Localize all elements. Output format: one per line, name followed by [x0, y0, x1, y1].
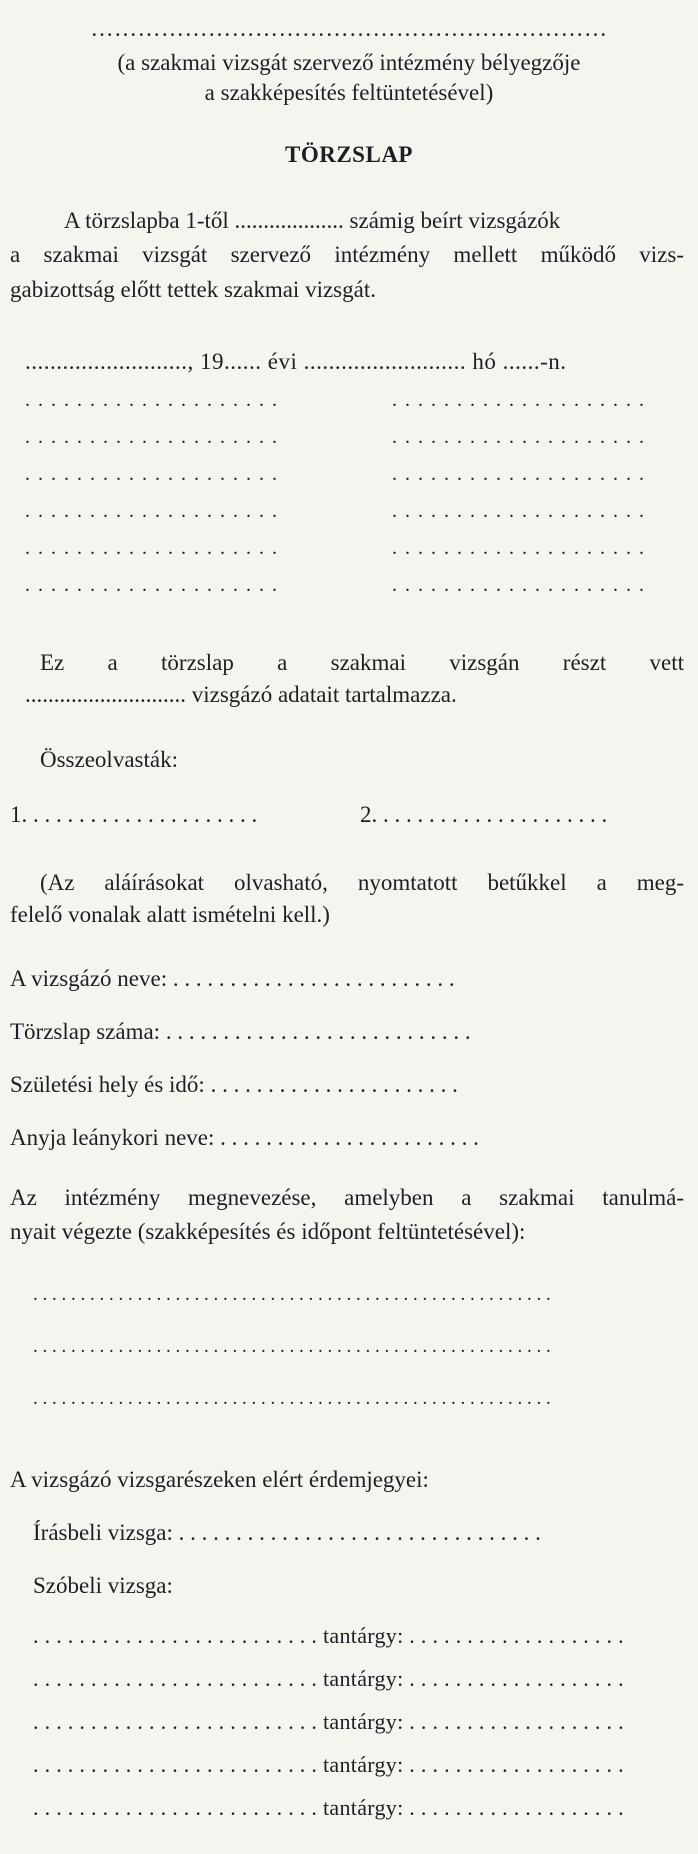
intro-line-3: gabizottság előtt tettek szakmai vizsgát. [10, 277, 376, 302]
field-mother-name: Anyja leánykori neve: . . . . . . . . . . . . . . . . . . . . . . . [10, 1125, 479, 1150]
note-line-2: felelő vonalak alatt ismételni kell.) [10, 902, 330, 927]
stamp-line: ………………………………………………………… [90, 16, 608, 41]
institution-dots-1: . . . . . . . . . . . . . . . . . . . . . . . . . . . . . . . . . . . . . . . . . . . . . . . . . . . . . . . [33, 1284, 551, 1305]
signature-line: . . . . . . . . . . . . . . . . . . . . [392, 426, 646, 448]
signature-line: . . . . . . . . . . . . . . . . . . . . [392, 574, 646, 596]
institution-line-2: nyait végezte (szakképesítés és időpont feltüntetésével): [10, 1219, 526, 1244]
signature-line: . . . . . . . . . . . . . . . . . . . . [25, 426, 279, 448]
date-line: .........................., 19...... évi .......................... hó ......-n. [25, 349, 567, 374]
oral-exam-label: Szóbeli vizsga: [33, 1573, 173, 1598]
subject-line: . . . . . . . . . . . . . . . . . . . . . . . . . tantárgy: . . . . . . . . . . . . . . . . . . . [33, 1795, 624, 1820]
checked-label: Összeolvasták: [40, 747, 178, 772]
stamp-caption-2: a szakképesítés feltüntetésével) [204, 80, 494, 105]
field-birth: Születési hely és idő: . . . . . . . . . . . . . . . . . . . . . . [10, 1072, 458, 1097]
signature-line: . . . . . . . . . . . . . . . . . . . . [392, 537, 646, 559]
content-line-1: Ez a törzslap a szakmai vizsgán részt vett [40, 650, 684, 675]
signature-line: . . . . . . . . . . . . . . . . . . . . [25, 500, 279, 522]
signature-line: . . . . . . . . . . . . . . . . . . . . [392, 500, 646, 522]
page-title: TÖRZSLAP [285, 142, 413, 167]
signature-line: . . . . . . . . . . . . . . . . . . . . [392, 463, 646, 485]
subject-line: . . . . . . . . . . . . . . . . . . . . . . . . . tantárgy: . . . . . . . . . . . . . . . . . . . [33, 1666, 624, 1691]
intro-line-2: a szakmai vizsgát szervező intézmény mellett működő vizs- [10, 242, 684, 267]
signature-line: . . . . . . . . . . . . . . . . . . . . [25, 537, 279, 559]
stamp-caption-1: (a szakmai vizsgát szervező intézmény bélyegzője [117, 50, 581, 75]
intro-line-1: A törzslapba 1-től ................... számig beírt vizsgázók [64, 208, 561, 233]
field-name: A vizsgázó neve: . . . . . . . . . . . . . . . . . . . . . . . . . [10, 966, 455, 991]
content-line-2: ............................ vizsgázó adatait tartalmazza. [25, 682, 457, 707]
signature-line: . . . . . . . . . . . . . . . . . . . . [25, 389, 279, 411]
signatures-right [392, 385, 646, 607]
field-record-number: Törzslap száma: . . . . . . . . . . . . . . . . . . . . . . . . . . . [10, 1019, 471, 1044]
written-exam: Írásbeli vizsga: . . . . . . . . . . . . . . . . . . . . . . . . . . . . . . . . [33, 1520, 541, 1545]
note-line-1: (Az aláírásokat olvasható, nyomtatott betűkkel a meg- [40, 870, 684, 895]
signature-line: . . . . . . . . . . . . . . . . . . . . [25, 574, 279, 596]
institution-dots-3: . . . . . . . . . . . . . . . . . . . . . . . . . . . . . . . . . . . . . . . . . . . . . . . . . . . . . . . [33, 1388, 551, 1409]
institution-dots-2: . . . . . . . . . . . . . . . . . . . . . . . . . . . . . . . . . . . . . . . . . . . . . . . . . . . . . . . [33, 1336, 551, 1357]
checked-item-1: 1. . . . . . . . . . . . . . . . . . . . . [10, 802, 258, 827]
signature-line: . . . . . . . . . . . . . . . . . . . . [392, 389, 646, 411]
grades-heading: A vizsgázó vizsgarészeken elért érdemjegyei: [10, 1467, 429, 1492]
subject-line: . . . . . . . . . . . . . . . . . . . . . . . . . tantárgy: . . . . . . . . . . . . . . . . . . . [33, 1623, 624, 1648]
signatures-left [25, 385, 279, 607]
subject-line: . . . . . . . . . . . . . . . . . . . . . . . . . tantárgy: . . . . . . . . . . . . . . . . . . . [33, 1752, 624, 1777]
checked-item-2: 2. . . . . . . . . . . . . . . . . . . . . [360, 802, 608, 827]
institution-line-1: Az intézmény megnevezése, amelyben a szakmai tanulmá- [10, 1185, 684, 1210]
subject-line: . . . . . . . . . . . . . . . . . . . . . . . . . tantárgy: . . . . . . . . . . . . . . . . . . . [33, 1709, 624, 1734]
signature-line: . . . . . . . . . . . . . . . . . . . . [25, 463, 279, 485]
